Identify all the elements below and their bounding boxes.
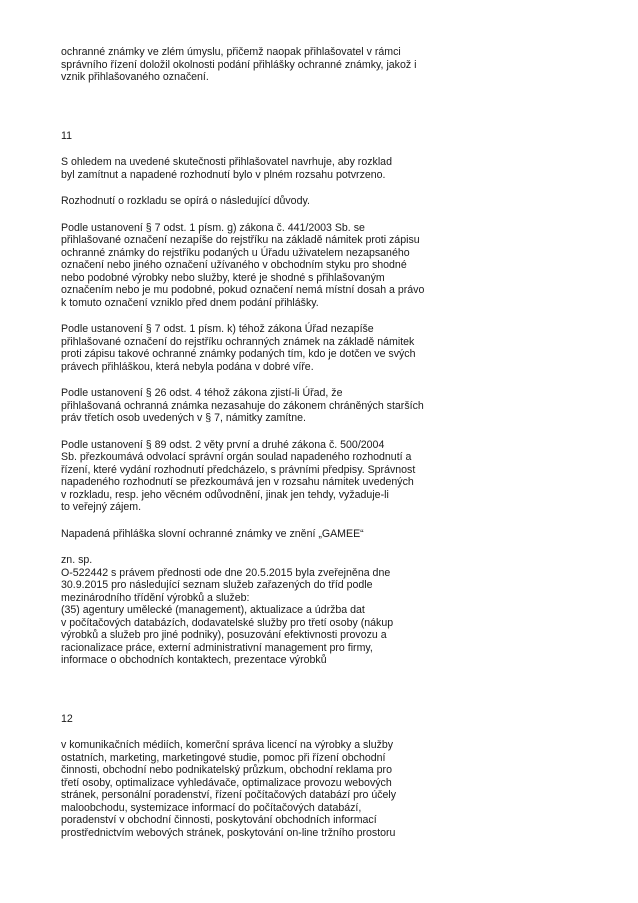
intro-paragraph (61, 46, 581, 84)
paragraph-gamee-application (61, 528, 581, 541)
text-line: prostřednictvím webových stránek, poskytování on-line tržního prostoru (61, 826, 396, 839)
paragraph-reasons (61, 195, 581, 208)
text-line: přihlašované označení nezapíše do rejstříku na základě námitek proti zápisu (61, 234, 420, 246)
text-line: 30.9.2015 pro následující seznam služeb zařazených do tříd podle (61, 579, 373, 591)
paragraph-section-7-g (61, 222, 581, 310)
text-line: Podle ustanovení § 7 odst. 1 písm. k) téhož zákona Úřad nezapíše (61, 323, 374, 335)
text-line: ochranné známky ve zlém úmyslu, přičemž naopak přihlašovatel v rámci (61, 46, 401, 58)
text-line: O-522442 s právem přednosti ode dne 20.5.2015 byla zveřejněna dne (61, 566, 391, 579)
text-line: S ohledem na uvedené skutečnosti přihlašovatel navrhuje, aby rozklad (61, 156, 392, 168)
text-line: zn. sp. (61, 554, 93, 566)
text-line: v komunikačních médiích, komerční správa licencí na výrobky a služby (61, 739, 394, 751)
text-line: stránek, personální poradenství, řízení počítačových databází pro účely (61, 789, 397, 801)
paragraph-services-list (61, 554, 581, 667)
paragraph-section-89 (61, 439, 581, 514)
text-line: informace o obchodních kontaktech, prezentace výrobků (61, 654, 327, 666)
text-line: třetí osoby, optimalizace vyhledávače, optimalizace provozu webových (61, 776, 392, 789)
text-line: činnosti, obchodní nebo podnikatelský průzkum, obchodní reklama pro (61, 764, 392, 776)
text-line: mezinárodního třídění výrobků a služeb: (61, 591, 250, 604)
text-line: to veřejný zájem. (61, 501, 142, 513)
paragraph-conclusion (61, 156, 581, 181)
text-line: ostatních, marketing, marketingové studie, pomoc při řízení obchodní (61, 751, 386, 764)
document-text (61, 46, 581, 839)
text-line: Sb. přezkoumává odvolací správní orgán soulad napadeného rozhodnutí a (61, 451, 412, 463)
text-line: správního řízení doložil okolnosti podání přihlášky ochranné známky, jakož i (61, 58, 417, 71)
text-line: racionalizace práce, externí administrativní management pro firmy, (61, 641, 373, 654)
paragraph-section-7-k (61, 323, 581, 373)
text-line: výrobků a služeb pro jiné podniky), posuzování efektivnosti provozu a (61, 629, 387, 641)
page-number: 11 (61, 129, 72, 142)
text-line: maloobchodu, systemizace informací do počítačových databází, (61, 801, 362, 814)
text-line: poradenství v obchodní činnosti, poskytování obchodních informací (61, 814, 377, 826)
text-line: označením nebo je mu podobné, pokud označení nemá místní dosah a právo (61, 284, 425, 296)
text-line: řízení, které vydání rozhodnutí předcházelo, s právními předpisy. Správnost (61, 463, 416, 476)
text-line: proti zápisu takové ochranné známky podaných tím, kdo je dotčen ve svých (61, 348, 416, 360)
text-line: napadeného rozhodnutí se přezkoumává jen v rozsahu námitek uvedených (61, 476, 414, 488)
text-line: (35) agentury umělecké (management), aktualizace a údržba dat (61, 604, 365, 616)
paragraph-services-continued (61, 739, 581, 839)
text-line: nebo podobné výrobky nebo služby, které je shodné s přihlašovaným (61, 271, 385, 284)
text-line: Napadená přihláška slovní ochranné známky ve znění „GAMEE“ (61, 527, 364, 540)
text-line: Podle ustanovení § 89 odst. 2 věty první a druhé zákona č. 500/2004 (61, 438, 385, 451)
text-line: Podle ustanovení § 26 odst. 4 téhož zákona zjistí-li Úřad, že (61, 387, 343, 399)
text-line: Podle ustanovení § 7 odst. 1 písm. g) zákona č. 441/2003 Sb. se (61, 221, 365, 234)
text-line: Rozhodnutí o rozkladu se opírá o následující důvody. (61, 195, 310, 207)
text-line: ochranné známky do rejstříku podaných u Úřadu uživatelem nezapsaného (61, 246, 410, 259)
text-line: označení nebo jiného označení užívaného v obchodním styku pro shodné (61, 259, 407, 271)
page-number: 12 (61, 712, 73, 725)
paragraph-section-26 (61, 387, 581, 425)
text-line: práv třetích osob uvedených v § 7, námitky zamítne. (61, 412, 306, 424)
text-line: byl zamítnut a napadené rozhodnutí bylo v plném rozsahu potvrzeno. (61, 168, 386, 181)
text-line: k tomuto označení vzniklo před dnem podání přihlášky. (61, 296, 319, 309)
text-line: v rozkladu, resp. jeho věcném odůvodnění, jinak jen tehdy, vyžaduje-li (61, 488, 389, 501)
text-line: vznik přihlašovaného označení. (61, 71, 209, 83)
text-line: přihlašovaná ochranná známka nezasahuje do zákonem chráněných starších (61, 399, 424, 412)
text-line: právech přihláškou, která nebyla podána v dobré víře. (61, 360, 314, 373)
text-line: přihlašované označení do rejstříku ochranných známek na základě námitek (61, 335, 415, 348)
text-line: v počítačových databázích, dodavatelské služby pro třetí osoby (nákup (61, 616, 394, 629)
